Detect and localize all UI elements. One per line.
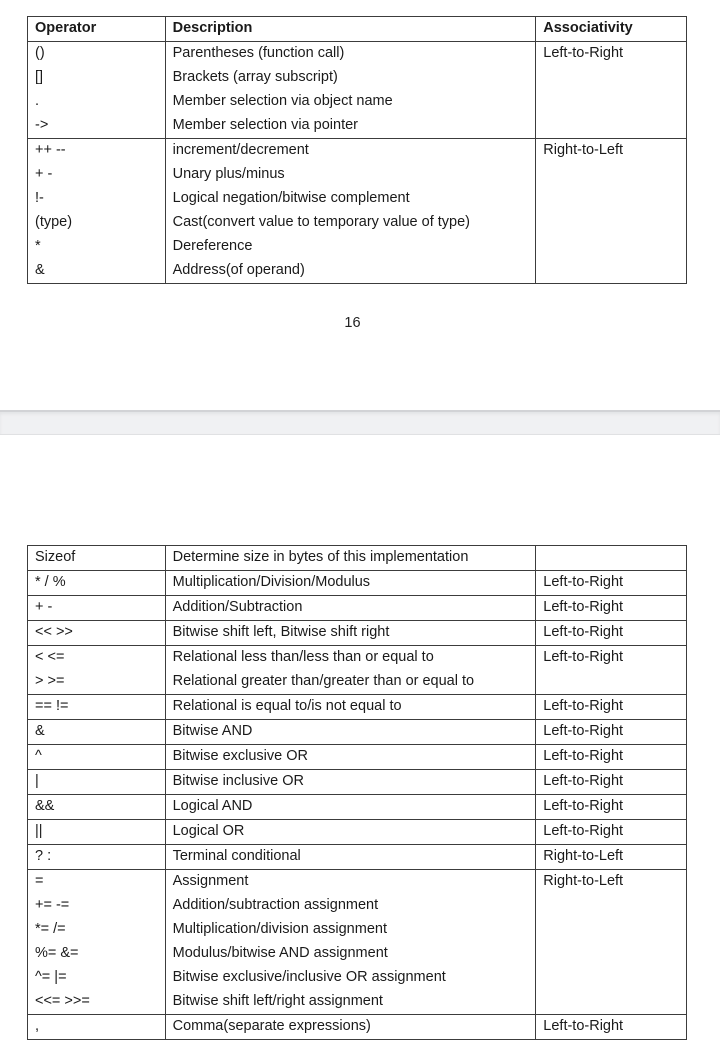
operator-description: Terminal conditional (172, 848, 301, 864)
operator-symbol: && (35, 798, 55, 814)
operator-precedence-table-part2 (27, 545, 687, 1040)
operator-symbol: * (35, 237, 41, 254)
associativity-value: Left-to-Right (543, 599, 624, 615)
associativity-cell (536, 41, 687, 138)
operator-symbol: ? : (35, 848, 52, 864)
operator-description: Modulus/bitwise AND assignment (172, 945, 388, 961)
operator-precedence-table-part1 (27, 16, 687, 284)
operator-description: Bitwise exclusive/inclusive OR assignment (172, 969, 446, 985)
table-row (28, 745, 687, 770)
associativity-value: Right-to-Left (543, 848, 624, 864)
operator-cell (28, 646, 166, 695)
table-body (28, 546, 687, 1040)
operator-description: Bitwise inclusive OR (172, 773, 304, 789)
table-row (28, 820, 687, 845)
table-row (28, 795, 687, 820)
operator-symbol: | (35, 773, 39, 789)
operator-symbol: Sizeof (35, 549, 76, 565)
operator-cell (28, 770, 166, 795)
operator-description: Unary plus/minus (172, 165, 285, 182)
associativity-cell (536, 546, 687, 571)
operator-description: Member selection via pointer (172, 116, 358, 133)
operator-symbol: , (35, 1018, 40, 1034)
operator-symbol: == != (35, 698, 69, 714)
associativity-cell (536, 1015, 687, 1040)
operator-description: increment/decrement (172, 141, 309, 158)
operator-symbol: * / % (35, 574, 66, 590)
operator-symbol: ^= |= (35, 969, 67, 985)
operator-symbol: > >= (35, 673, 65, 689)
operator-description: Dereference (172, 237, 253, 254)
header-operator: Operator (28, 17, 166, 42)
description-cell (165, 596, 536, 621)
table-row (28, 770, 687, 795)
description-cell (165, 646, 536, 695)
associativity-cell (536, 795, 687, 820)
table-body (28, 41, 687, 283)
operator-description: Bitwise shift left/right assignment (172, 993, 383, 1009)
table-row (28, 546, 687, 571)
operator-cell (28, 571, 166, 596)
operator-symbol: !- (35, 189, 44, 206)
associativity-value: Left-to-Right (543, 823, 624, 839)
associativity-cell (536, 646, 687, 695)
operator-description: Member selection via object name (172, 92, 393, 109)
operator-cell (28, 845, 166, 870)
operator-symbol: ++ -- (35, 141, 66, 158)
operator-symbol: %= &= (35, 945, 79, 961)
operator-description: Logical negation/bitwise complement (172, 189, 410, 206)
description-cell (165, 1015, 536, 1040)
operator-description: Comma(separate expressions) (172, 1018, 371, 1034)
description-cell (165, 138, 536, 283)
operator-cell (28, 621, 166, 646)
operator-cell (28, 546, 166, 571)
operator-symbol: = (35, 873, 44, 889)
operator-symbol: & (35, 261, 45, 278)
description-cell (165, 870, 536, 1015)
operator-description: Cast(convert value to temporary value of type) (172, 213, 471, 230)
associativity-value: Left-to-Right (543, 1018, 624, 1034)
associativity-cell (536, 695, 687, 720)
table-row (28, 720, 687, 745)
operator-description: Logical OR (172, 823, 245, 839)
operator-description: Logical AND (172, 798, 253, 814)
operator-symbol: <<= >>= (35, 993, 90, 1009)
description-cell (165, 695, 536, 720)
operator-description: Address(of operand) (172, 261, 305, 278)
operator-symbol: (type) (35, 213, 73, 230)
operator-cell (28, 596, 166, 621)
table-header-row (28, 17, 687, 42)
operator-cell (28, 820, 166, 845)
table-row (28, 695, 687, 720)
associativity-value: Left-to-Right (543, 698, 624, 714)
operator-description: Relational greater than/greater than or equal to (172, 673, 475, 689)
operator-symbol: () (35, 44, 45, 61)
operator-symbol: + - (35, 599, 53, 615)
operator-symbol: [] (35, 68, 44, 85)
operator-symbol: -> (35, 116, 49, 133)
associativity-value: Left-to-Right (543, 624, 624, 640)
operator-description: Bitwise AND (172, 723, 253, 739)
associativity-value: Right-to-Left (543, 141, 624, 158)
description-cell (165, 41, 536, 138)
operator-cell (28, 138, 166, 283)
description-cell (165, 745, 536, 770)
table-row (28, 41, 687, 138)
operator-description: Bitwise exclusive OR (172, 748, 308, 764)
associativity-cell (536, 596, 687, 621)
associativity-value: Left-to-Right (543, 649, 624, 665)
associativity-cell (536, 770, 687, 795)
operator-description: Parentheses (function call) (172, 44, 345, 61)
associativity-cell (536, 845, 687, 870)
operator-description: Brackets (array subscript) (172, 68, 338, 85)
associativity-cell (536, 138, 687, 283)
operator-symbol: < <= (35, 649, 65, 665)
description-cell (165, 845, 536, 870)
operator-cell (28, 1015, 166, 1040)
associativity-value: Left-to-Right (543, 798, 624, 814)
table-row (28, 138, 687, 283)
operator-cell (28, 745, 166, 770)
description-cell (165, 621, 536, 646)
header-associativity: Associativity (536, 17, 687, 42)
associativity-cell (536, 720, 687, 745)
operator-symbol: *= /= (35, 921, 66, 937)
document-page-17 (0, 435, 720, 1042)
operator-description: Relational is equal to/is not equal to (172, 698, 402, 714)
operator-symbol: ^ (35, 748, 42, 764)
description-cell (165, 546, 536, 571)
document-page-16 (0, 0, 720, 410)
operator-symbol: + - (35, 165, 53, 182)
table-row (28, 596, 687, 621)
description-cell (165, 820, 536, 845)
operator-symbol: & (35, 723, 45, 739)
associativity-cell (536, 870, 687, 1015)
table-row (28, 621, 687, 646)
associativity-value: Left-to-Right (543, 723, 624, 739)
operator-cell (28, 41, 166, 138)
table-row (28, 1015, 687, 1040)
description-cell (165, 770, 536, 795)
description-cell (165, 795, 536, 820)
associativity-cell (536, 571, 687, 596)
operator-description: Bitwise shift left, Bitwise shift right (172, 624, 390, 640)
operator-description: Multiplication/Division/Modulus (172, 574, 371, 590)
operator-symbol: += -= (35, 897, 70, 913)
operator-description: Relational less than/less than or equal to (172, 649, 434, 665)
table-row (28, 571, 687, 596)
operator-cell (28, 795, 166, 820)
operator-symbol: << >> (35, 624, 73, 640)
associativity-value: Left-to-Right (543, 773, 624, 789)
operator-cell (28, 720, 166, 745)
description-cell (165, 720, 536, 745)
description-cell (165, 571, 536, 596)
operator-description: Multiplication/division assignment (172, 921, 387, 937)
header-description: Description (165, 17, 536, 42)
operator-cell (28, 870, 166, 1015)
associativity-value: Right-to-Left (543, 873, 624, 889)
associativity-value: Left-to-Right (543, 574, 624, 590)
table-row (28, 845, 687, 870)
table-row (28, 870, 687, 1015)
operator-description: Addition/subtraction assignment (172, 897, 379, 913)
operator-description: Addition/Subtraction (172, 599, 303, 615)
associativity-cell (536, 745, 687, 770)
associativity-cell (536, 820, 687, 845)
page-separator (0, 410, 720, 435)
associativity-value: Left-to-Right (543, 748, 624, 764)
operator-description: Determine size in bytes of this implementation (172, 549, 469, 565)
operator-symbol: . (35, 92, 40, 109)
table-row (28, 646, 687, 695)
associativity-value: Left-to-Right (543, 44, 624, 61)
operator-cell (28, 695, 166, 720)
page-number: 16 (344, 315, 361, 331)
associativity-cell (536, 621, 687, 646)
associativity-value (543, 546, 679, 570)
operator-description: Assignment (172, 873, 249, 889)
operator-symbol: || (35, 823, 43, 839)
